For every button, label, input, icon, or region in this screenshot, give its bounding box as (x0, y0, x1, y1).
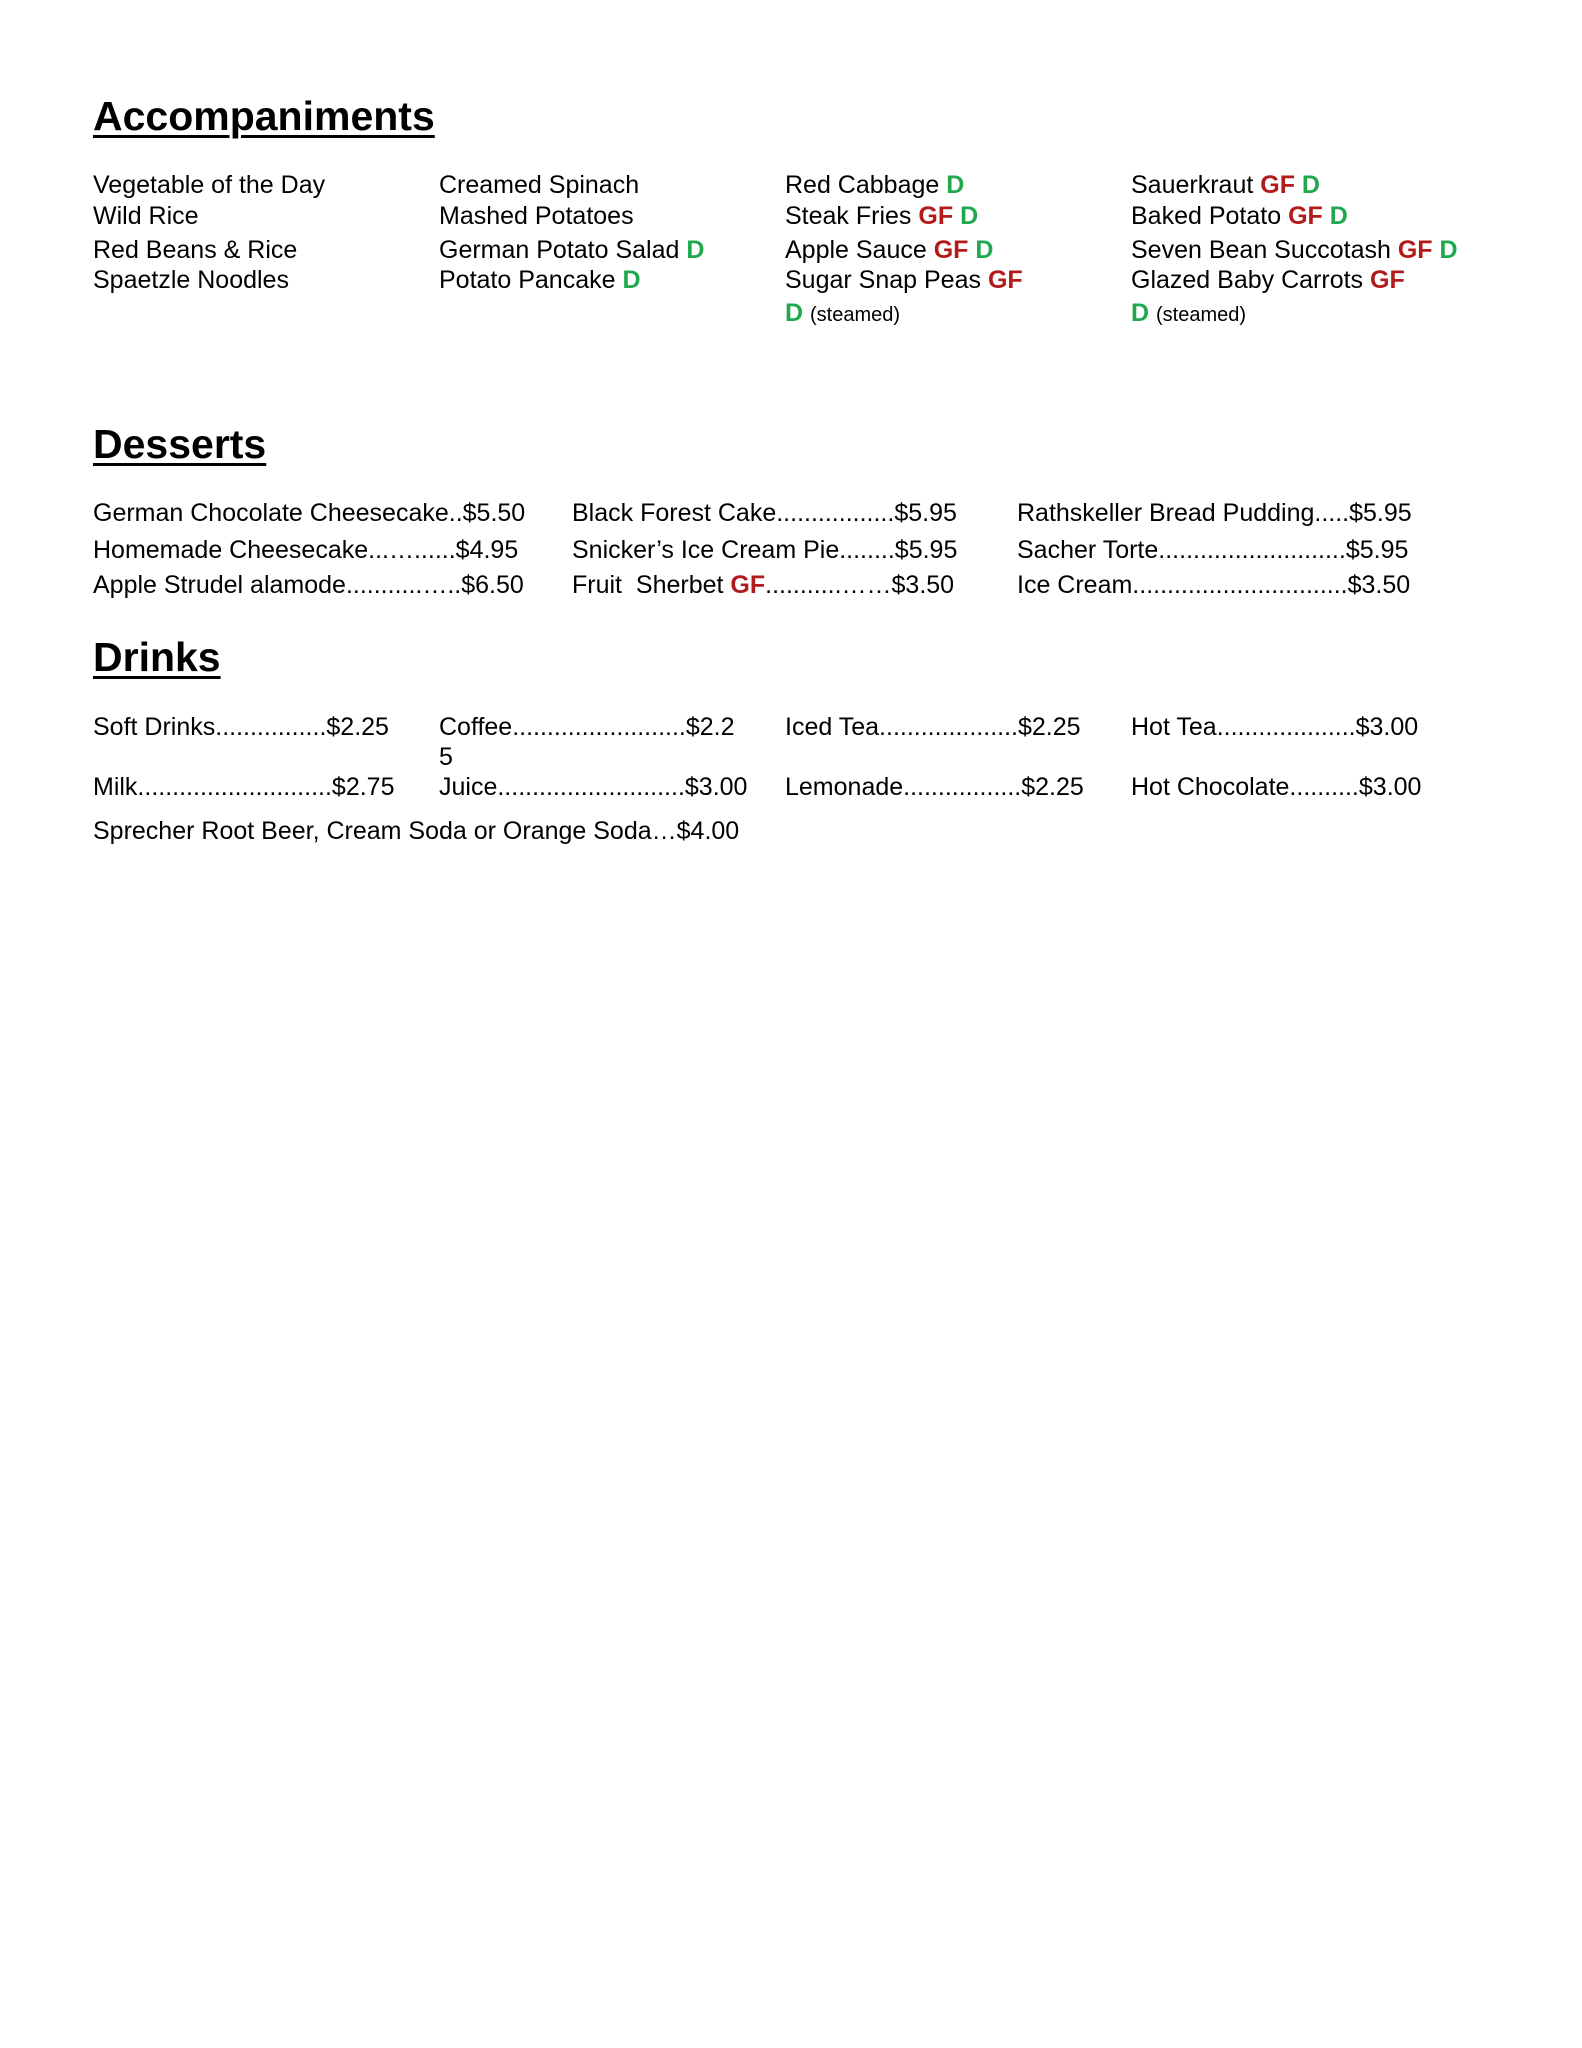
side-sugar-snap-peas (785, 268, 1023, 293)
side-apple-sauce (785, 238, 993, 263)
item-name: Fruit Sherbet (572, 571, 731, 599)
gluten-free-tag: GF (933, 236, 969, 264)
gluten-free-tag: GF (730, 571, 766, 599)
gluten-free-tag: GF (1397, 236, 1433, 264)
side-german-potato-salad (439, 238, 704, 263)
drink-iced-tea: Iced Tea....................$2.25 (785, 713, 1081, 741)
side-potato-pancake (439, 268, 641, 293)
drink-coffee-price-wrap: 5 (439, 743, 453, 771)
dairy-tag: D (946, 171, 965, 199)
item-name: Glazed Baby Carrots (1131, 266, 1364, 294)
dairy-tag: D (1301, 171, 1320, 199)
dessert-apple-strudel: Apple Strudel alamode...........…..$6.50 (93, 571, 524, 599)
item-name: Sugar Snap Peas (785, 266, 981, 294)
side-seven-bean-succotash (1131, 238, 1458, 263)
dairy-tag: D (1439, 236, 1458, 264)
dessert-fruit-sherbet (572, 573, 954, 598)
side-red-beans-rice: Red Beans & Rice (93, 236, 298, 264)
drink-coffee: Coffee.........................$2.2 (439, 713, 735, 741)
item-name: Apple Sauce (785, 236, 927, 264)
dessert-snickers-ice-cream-pie: Snicker’s Ice Cream Pie........$5.95 (572, 536, 958, 564)
steamed-note: (steamed) (810, 304, 901, 326)
side-spaetzle-noodles: Spaetzle Noodles (93, 266, 289, 294)
drink-milk: Milk............................$2.75 (93, 773, 395, 801)
item-price: ...........……$3.50 (765, 571, 955, 599)
item-name: Seven Bean Succotash (1131, 236, 1391, 264)
item-name: Red Cabbage (785, 171, 940, 199)
dairy-tag: D (686, 236, 705, 264)
drink-hot-tea: Hot Tea....................$3.00 (1131, 713, 1419, 741)
dessert-homemade-cheesecake: Homemade Cheesecake...…......$4.95 (93, 536, 519, 564)
steamed-note: (steamed) (1156, 304, 1247, 326)
side-creamed-spinach: Creamed Spinach (439, 171, 640, 199)
drink-sprecher-sodas: Sprecher Root Beer, Cream Soda or Orange Soda…$4.00 (93, 817, 740, 845)
dessert-sacher-torte: Sacher Torte...........................$5.95 (1017, 536, 1409, 564)
dairy-tag: D (622, 266, 641, 294)
gluten-free-tag: GF (1288, 202, 1323, 230)
dairy-tag: D (975, 236, 994, 264)
side-baked-potato (1131, 204, 1348, 229)
side-mashed-potatoes: Mashed Potatoes (439, 202, 634, 230)
item-name: Sauerkraut (1131, 171, 1254, 199)
dessert-ice-cream: Ice Cream...............................$3.50 (1017, 571, 1411, 599)
dessert-black-forest-cake: Black Forest Cake.................$5.95 (572, 499, 957, 527)
gluten-free-tag: GF (1260, 171, 1295, 199)
gluten-free-tag: GF (1370, 266, 1405, 294)
gluten-free-tag: GF (918, 202, 954, 230)
item-name: Steak Fries (785, 202, 912, 230)
side-sauerkraut (1131, 173, 1320, 198)
item-name: Potato Pancake (439, 266, 616, 294)
drink-soft-drinks: Soft Drinks................$2.25 (93, 713, 389, 741)
side-red-cabbage (785, 173, 964, 198)
side-vegetable-of-the-day: Vegetable of the Day (93, 171, 326, 199)
desserts-heading: Desserts (93, 421, 267, 467)
dessert-rathskeller-bread-pudding: Rathskeller Bread Pudding.....$5.95 (1017, 499, 1412, 527)
dairy-tag: D (960, 202, 979, 230)
item-name: German Potato Salad (439, 236, 680, 264)
gluten-free-tag: GF (987, 266, 1023, 294)
drink-lemonade: Lemonade.................$2.25 (785, 773, 1084, 801)
side-sugar-snap-peas-continued (785, 301, 900, 326)
side-wild-rice: Wild Rice (93, 202, 199, 230)
dairy-tag: D (1131, 299, 1150, 327)
dairy-tag: D (1329, 202, 1348, 230)
dessert-german-chocolate-cheesecake: German Chocolate Cheesecake..$5.50 (93, 499, 526, 527)
side-steak-fries (785, 204, 978, 229)
accompaniments-heading: Accompaniments (93, 93, 435, 139)
drink-juice: Juice...........................$3.00 (439, 773, 748, 801)
side-glazed-baby-carrots-continued (1131, 301, 1246, 326)
drink-hot-chocolate: Hot Chocolate..........$3.00 (1131, 773, 1422, 801)
side-glazed-baby-carrots (1131, 268, 1405, 293)
drinks-heading: Drinks (93, 634, 221, 680)
item-name: Baked Potato (1131, 202, 1282, 230)
dairy-tag: D (785, 299, 804, 327)
